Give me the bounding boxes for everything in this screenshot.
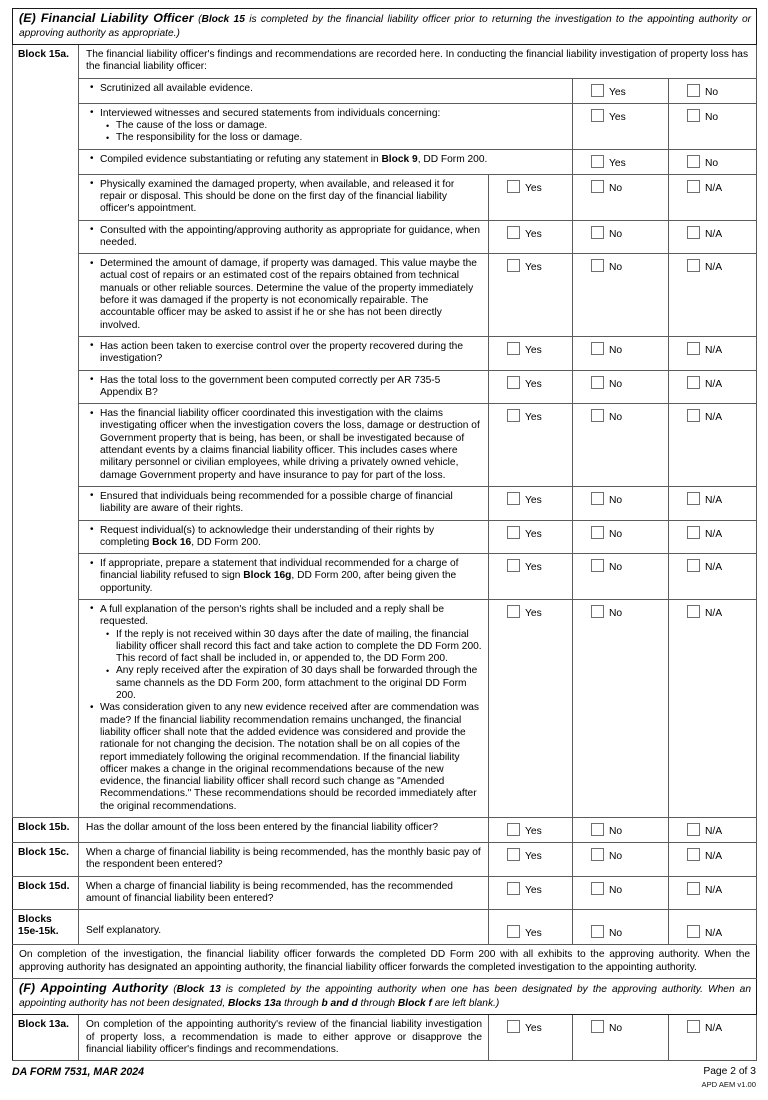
checkbox-icon[interactable] bbox=[591, 84, 604, 97]
checklist-row bbox=[13, 174, 757, 220]
checkbox-icon[interactable] bbox=[687, 848, 700, 861]
blocks-15e-15k-text: Self explanatory. bbox=[79, 910, 489, 945]
checklist-item-text bbox=[79, 486, 489, 520]
option-yes[interactable]: Yes bbox=[489, 336, 573, 370]
section-e-banner bbox=[13, 9, 757, 45]
checkbox-icon[interactable] bbox=[507, 180, 520, 193]
block-15d-row bbox=[13, 876, 757, 910]
checklist-item-text bbox=[79, 404, 489, 487]
checklist-row bbox=[13, 149, 757, 174]
bullet-item: • Scrutinized all available evidence. bbox=[100, 83, 566, 95]
section-f-note: (Block 13 is completed by the appointing authority when one has been designated by the approving authority. When an appointing authority has not been designated, Blocks 13a through b and d through Block f are left blank.) bbox=[19, 984, 752, 1009]
option-yes[interactable]: Yes bbox=[573, 103, 669, 149]
block-reference: Block 9 bbox=[381, 153, 418, 165]
bullet-item: • Physically examined the damaged property, when available, and released it for repair or disposal. This should be done on the first day of the financial liability officer's appointment. bbox=[100, 179, 482, 216]
checkbox-icon[interactable] bbox=[507, 492, 520, 505]
checkbox-icon[interactable] bbox=[507, 925, 520, 938]
checkbox-icon[interactable] bbox=[591, 226, 604, 239]
checkbox-icon[interactable] bbox=[687, 1020, 700, 1033]
option-no[interactable]: No bbox=[573, 486, 669, 520]
option-no[interactable]: No bbox=[573, 910, 669, 945]
option-no[interactable]: No bbox=[573, 843, 669, 877]
section-e-title: (E) Financial Liability Officer bbox=[19, 11, 194, 25]
block-reference: Block 13 bbox=[176, 984, 221, 996]
checkbox-icon[interactable] bbox=[687, 259, 700, 272]
block-13a-label: Block 13a. bbox=[13, 1015, 79, 1061]
checkbox-icon[interactable] bbox=[507, 409, 520, 422]
checkbox-icon[interactable] bbox=[507, 559, 520, 572]
checklist-row bbox=[13, 520, 757, 554]
option-yes[interactable]: Yes bbox=[489, 818, 573, 843]
checklist-row bbox=[13, 404, 757, 487]
block-15c-label: Block 15c. bbox=[13, 843, 79, 877]
checkbox-icon[interactable] bbox=[591, 823, 604, 836]
block-reference: Block f bbox=[397, 997, 432, 1009]
option-na[interactable]: N/A bbox=[669, 599, 757, 817]
closing-statement: On completion of the investigation, the financial liability officer forwards the completed DD Form 200 with all exhibits to the approving authority. When the approving authority has designated an appointing authority, the financial liability officer forwards the completed investigation to the appointing authority. bbox=[13, 945, 757, 979]
checkbox-icon[interactable] bbox=[687, 605, 700, 618]
checkbox-icon[interactable] bbox=[687, 526, 700, 539]
option-yes[interactable]: Yes bbox=[489, 370, 573, 404]
block-15c-row bbox=[13, 843, 757, 877]
bullet-item: • Consulted with the appointing/approving authority as appropriate for guidance, when needed. bbox=[100, 225, 482, 250]
option-yes[interactable]: Yes bbox=[489, 1015, 573, 1061]
option-na[interactable]: N/A bbox=[669, 520, 757, 554]
checkbox-icon[interactable] bbox=[591, 925, 604, 938]
checklist-item-text bbox=[79, 599, 489, 817]
option-na[interactable]: N/A bbox=[669, 370, 757, 404]
checkbox-icon[interactable] bbox=[687, 492, 700, 505]
option-yes[interactable]: Yes bbox=[489, 876, 573, 910]
checkbox-icon[interactable] bbox=[687, 409, 700, 422]
option-yes[interactable]: Yes bbox=[489, 910, 573, 945]
option-yes[interactable]: Yes bbox=[489, 254, 573, 337]
checkbox-icon[interactable] bbox=[507, 605, 520, 618]
option-na[interactable]: N/A bbox=[669, 174, 757, 220]
checklist-item-text bbox=[79, 336, 489, 370]
option-na[interactable]: N/A bbox=[669, 1015, 757, 1061]
form-table bbox=[12, 8, 757, 1061]
checklist-row bbox=[13, 254, 757, 337]
checkbox-icon[interactable] bbox=[687, 823, 700, 836]
checklist-item-text bbox=[79, 174, 489, 220]
block-15d-label: Block 15d. bbox=[13, 876, 79, 910]
checkbox-icon[interactable] bbox=[507, 376, 520, 389]
option-yes[interactable]: Yes bbox=[573, 78, 669, 103]
checklist-item-text bbox=[79, 103, 573, 149]
option-no[interactable]: No bbox=[573, 174, 669, 220]
checklist-item-text bbox=[79, 149, 573, 174]
section-f-title: (F) Appointing Authority bbox=[19, 981, 169, 996]
form-body bbox=[13, 9, 757, 1061]
checkbox-icon[interactable] bbox=[507, 526, 520, 539]
block-reference: Bock 16 bbox=[152, 536, 192, 548]
checkbox-icon[interactable] bbox=[507, 848, 520, 861]
checkbox-icon[interactable] bbox=[591, 526, 604, 539]
block-13a-row bbox=[13, 1015, 757, 1061]
option-yes[interactable]: Yes bbox=[489, 404, 573, 487]
bullet-item: • Ensured that individuals being recommended for a possible charge of financial liability are aware of their rights. bbox=[100, 491, 482, 516]
checkbox-icon[interactable] bbox=[687, 559, 700, 572]
checklist-item-text bbox=[79, 254, 489, 337]
option-na[interactable]: N/A bbox=[669, 554, 757, 600]
checkbox-icon[interactable] bbox=[687, 882, 700, 895]
checklist-row bbox=[13, 486, 757, 520]
option-yes[interactable]: Yes bbox=[573, 149, 669, 174]
option-no[interactable]: No bbox=[573, 370, 669, 404]
option-no[interactable]: No bbox=[669, 78, 757, 103]
option-no[interactable]: No bbox=[573, 404, 669, 487]
checkbox-icon[interactable] bbox=[591, 259, 604, 272]
closing-statement-row bbox=[13, 945, 757, 979]
option-yes[interactable]: Yes bbox=[489, 174, 573, 220]
checkbox-icon[interactable] bbox=[591, 559, 604, 572]
section-f-banner-row bbox=[13, 979, 757, 1015]
checkbox-icon[interactable] bbox=[687, 84, 700, 97]
option-no[interactable]: No bbox=[573, 1015, 669, 1061]
checkbox-icon[interactable] bbox=[687, 180, 700, 193]
checkbox-icon[interactable] bbox=[591, 409, 604, 422]
bullet-item: • Has the total loss to the government been computed correctly per AR 735-5 Appendix B? bbox=[100, 375, 482, 400]
checkbox-icon[interactable] bbox=[687, 925, 700, 938]
sub-bullet-item: • Any reply received after the expiration of 30 days shall be forwarded through the same channels as the DD Form 200, form attachment to the original DD Form 200. bbox=[116, 665, 482, 702]
option-no[interactable]: No bbox=[573, 599, 669, 817]
option-yes[interactable]: Yes bbox=[489, 220, 573, 254]
checkbox-icon[interactable] bbox=[591, 492, 604, 505]
checkbox-icon[interactable] bbox=[507, 342, 520, 355]
option-no[interactable]: No bbox=[669, 103, 757, 149]
option-no[interactable]: No bbox=[573, 554, 669, 600]
bullet-item: • Was consideration given to any new evidence received after are commendation was made? If the financial liability recommendation remains unchanged, the financial liability officer shall note that the added evidence was considered and provide the rationale for not changing the decision. The notation shall be on all copies of the report immediately following the original recommendation. If the financial liability officer makes a change in the original recommendations because of the new evidence, the financial liability officer shall record such change as "Amended Recommendations." These recommendations should be recorded immediately after the original recommendations. bbox=[100, 702, 482, 813]
checklist-row bbox=[13, 103, 757, 149]
option-no[interactable]: No bbox=[573, 336, 669, 370]
option-no[interactable]: No bbox=[669, 149, 757, 174]
blocks-15e-15k-label: Blocks 15e-15k. bbox=[13, 910, 79, 945]
checkbox-icon[interactable] bbox=[591, 109, 604, 122]
checkbox-icon[interactable] bbox=[507, 226, 520, 239]
page-footer bbox=[12, 1066, 756, 1100]
bullet-item: • Compiled evidence substantiating or refuting any statement in Block 9, DD Form 200. bbox=[100, 154, 566, 166]
option-na[interactable]: N/A bbox=[669, 910, 757, 945]
checklist-row bbox=[13, 336, 757, 370]
checklist-item-text bbox=[79, 370, 489, 404]
option-no[interactable]: No bbox=[573, 220, 669, 254]
section-e-note: (Block 15 is completed by the financial liability officer prior to returning the investigation to the appointing authority or approving authority as appropriate.) bbox=[19, 14, 752, 39]
checkbox-icon[interactable] bbox=[591, 342, 604, 355]
option-na[interactable]: N/A bbox=[669, 220, 757, 254]
checklist-row bbox=[13, 220, 757, 254]
option-na[interactable]: N/A bbox=[669, 818, 757, 843]
option-no[interactable]: No bbox=[573, 876, 669, 910]
option-na[interactable]: N/A bbox=[669, 486, 757, 520]
sub-bullet-item: • The cause of the loss or damage. bbox=[116, 120, 566, 132]
option-yes[interactable]: Yes bbox=[489, 486, 573, 520]
block-reference: b and d bbox=[321, 997, 358, 1009]
section-e-banner-row bbox=[13, 9, 757, 45]
checklist-row bbox=[13, 370, 757, 404]
block-15d-text: When a charge of financial liability is being recommended, has the recommended amount of financial liability been entered? bbox=[79, 876, 489, 910]
checkbox-icon[interactable] bbox=[687, 342, 700, 355]
option-no[interactable]: No bbox=[573, 520, 669, 554]
block-reference: Block 16g bbox=[243, 570, 292, 582]
checkbox-icon[interactable] bbox=[687, 226, 700, 239]
checkbox-icon[interactable] bbox=[687, 376, 700, 389]
checklist-row bbox=[13, 554, 757, 600]
form-identifier: DA FORM 7531, MAR 2024 bbox=[12, 1066, 145, 1079]
bullet-item: • Has the financial liability officer coordinated this investigation with the claims investigating officer when the investigation covers the loss, damage or destruction of Government property that is being, has been, or shall be investigated because of attendant events by a claims financial liability officer. This includes cases where military personnel or civilian employees, while driving a privately owned vehicle, damage Government property and have insurance to pay for part of the loss. bbox=[100, 408, 482, 482]
bullet-item: • Request individual(s) to acknowledge their understanding of their rights by completing Bock 16, DD Form 200. bbox=[100, 525, 482, 550]
block-15b-text: Has the dollar amount of the loss been entered by the financial liability officer? bbox=[79, 818, 489, 843]
option-na[interactable]: N/A bbox=[669, 404, 757, 487]
block-15a-label: Block 15a. bbox=[13, 45, 79, 818]
checkbox-icon[interactable] bbox=[507, 1020, 520, 1033]
section-f-banner bbox=[13, 979, 757, 1015]
option-yes[interactable]: Yes bbox=[489, 554, 573, 600]
sub-bullet-item: • The responsibility for the loss or damage. bbox=[116, 132, 566, 144]
block-15b-row bbox=[13, 818, 757, 843]
option-na[interactable]: N/A bbox=[669, 876, 757, 910]
block-reference: Blocks 13a bbox=[228, 997, 282, 1009]
block-15c-text: When a charge of financial liability is being recommended, has the monthly basic pay of the respondent been entered? bbox=[79, 843, 489, 877]
checkbox-icon[interactable] bbox=[591, 848, 604, 861]
checkbox-icon[interactable] bbox=[591, 1020, 604, 1033]
blocks-15e-15k-row bbox=[13, 910, 757, 945]
checkbox-icon[interactable] bbox=[591, 155, 604, 168]
option-no[interactable]: No bbox=[573, 818, 669, 843]
block-13a-text: On completion of the appointing authority's review of the financial liability investigation of property loss, a recommendation is made to either approve or disapprove the financial liability officer's findings and recommendations. bbox=[79, 1015, 489, 1061]
checkbox-icon[interactable] bbox=[687, 109, 700, 122]
checkbox-icon[interactable] bbox=[591, 605, 604, 618]
option-yes[interactable]: Yes bbox=[489, 599, 573, 817]
bullet-item: • A full explanation of the person's rights shall be included and a reply shall be requested. • If the reply is not received within 30 days after the date of mailing, the financial liability officer shall record this fact and take action to complete the DD Form 200. This record of fact shall be included in, or appended to, the DD Form 200. • Any reply received after the expiration of 30 days shall be forwarded through the same channels as the DD Form 200, form attachment to the original DD Form 200. bbox=[100, 604, 482, 702]
checkbox-icon[interactable] bbox=[687, 155, 700, 168]
block-15b-label: Block 15b. bbox=[13, 818, 79, 843]
block-15a-intro-row bbox=[13, 45, 757, 79]
page-number: Page 2 of 3 bbox=[703, 1066, 756, 1078]
checklist-row bbox=[13, 78, 757, 103]
checkbox-icon[interactable] bbox=[591, 180, 604, 193]
option-yes[interactable]: Yes bbox=[489, 843, 573, 877]
option-na[interactable]: N/A bbox=[669, 843, 757, 877]
option-na[interactable]: N/A bbox=[669, 254, 757, 337]
option-yes[interactable]: Yes bbox=[489, 520, 573, 554]
block-15a-intro-text: The financial liability officer's findings and recommendations are recorded here. In conducting the financial liability investigation of property loss has the financial liability officer: bbox=[79, 45, 757, 79]
checklist-item-text bbox=[79, 78, 573, 103]
checklist-item-text bbox=[79, 220, 489, 254]
bullet-item: • Has action been taken to exercise control over the property recovered during the investigation? bbox=[100, 341, 482, 366]
checklist-item-text bbox=[79, 554, 489, 600]
option-no[interactable]: No bbox=[573, 254, 669, 337]
sub-bullet-item: • If the reply is not received within 30 days after the date of mailing, the financial liability officer shall record this fact and take action to complete the DD Form 200. This record of fact shall be included in, or appended to, the DD Form 200. bbox=[116, 629, 482, 666]
checkbox-icon[interactable] bbox=[591, 376, 604, 389]
option-na[interactable]: N/A bbox=[669, 336, 757, 370]
checkbox-icon[interactable] bbox=[507, 823, 520, 836]
bullet-item: • If appropriate, prepare a statement that individual recommended for a charge of financial liability refused to sign Block 16g, DD Form 200, after being given the opportunity. bbox=[100, 558, 482, 595]
bullet-item: • Interviewed witnesses and secured statements from individuals concerning: • The cause of the loss or damage. • The responsibility for the loss or damage. bbox=[100, 108, 566, 145]
checkbox-icon[interactable] bbox=[507, 882, 520, 895]
edition-note: APD AEM v1.00 bbox=[701, 1080, 756, 1090]
section-e-note-block-ref: Block 15 bbox=[201, 14, 245, 25]
checkbox-icon[interactable] bbox=[507, 259, 520, 272]
checklist-item-text bbox=[79, 520, 489, 554]
checkbox-icon[interactable] bbox=[591, 882, 604, 895]
bullet-item: • Determined the amount of damage, if property was damaged. This value maybe the actual cost of repairs or an estimated cost of the repairs obtained from technical manuals or other reliable sources. Determine the value of the property immediately before it was damaged if the property is not economically repairable. The accountable officer may be asked to assist if he or she has not been directly involved. bbox=[100, 258, 482, 332]
checklist-row bbox=[13, 599, 757, 817]
